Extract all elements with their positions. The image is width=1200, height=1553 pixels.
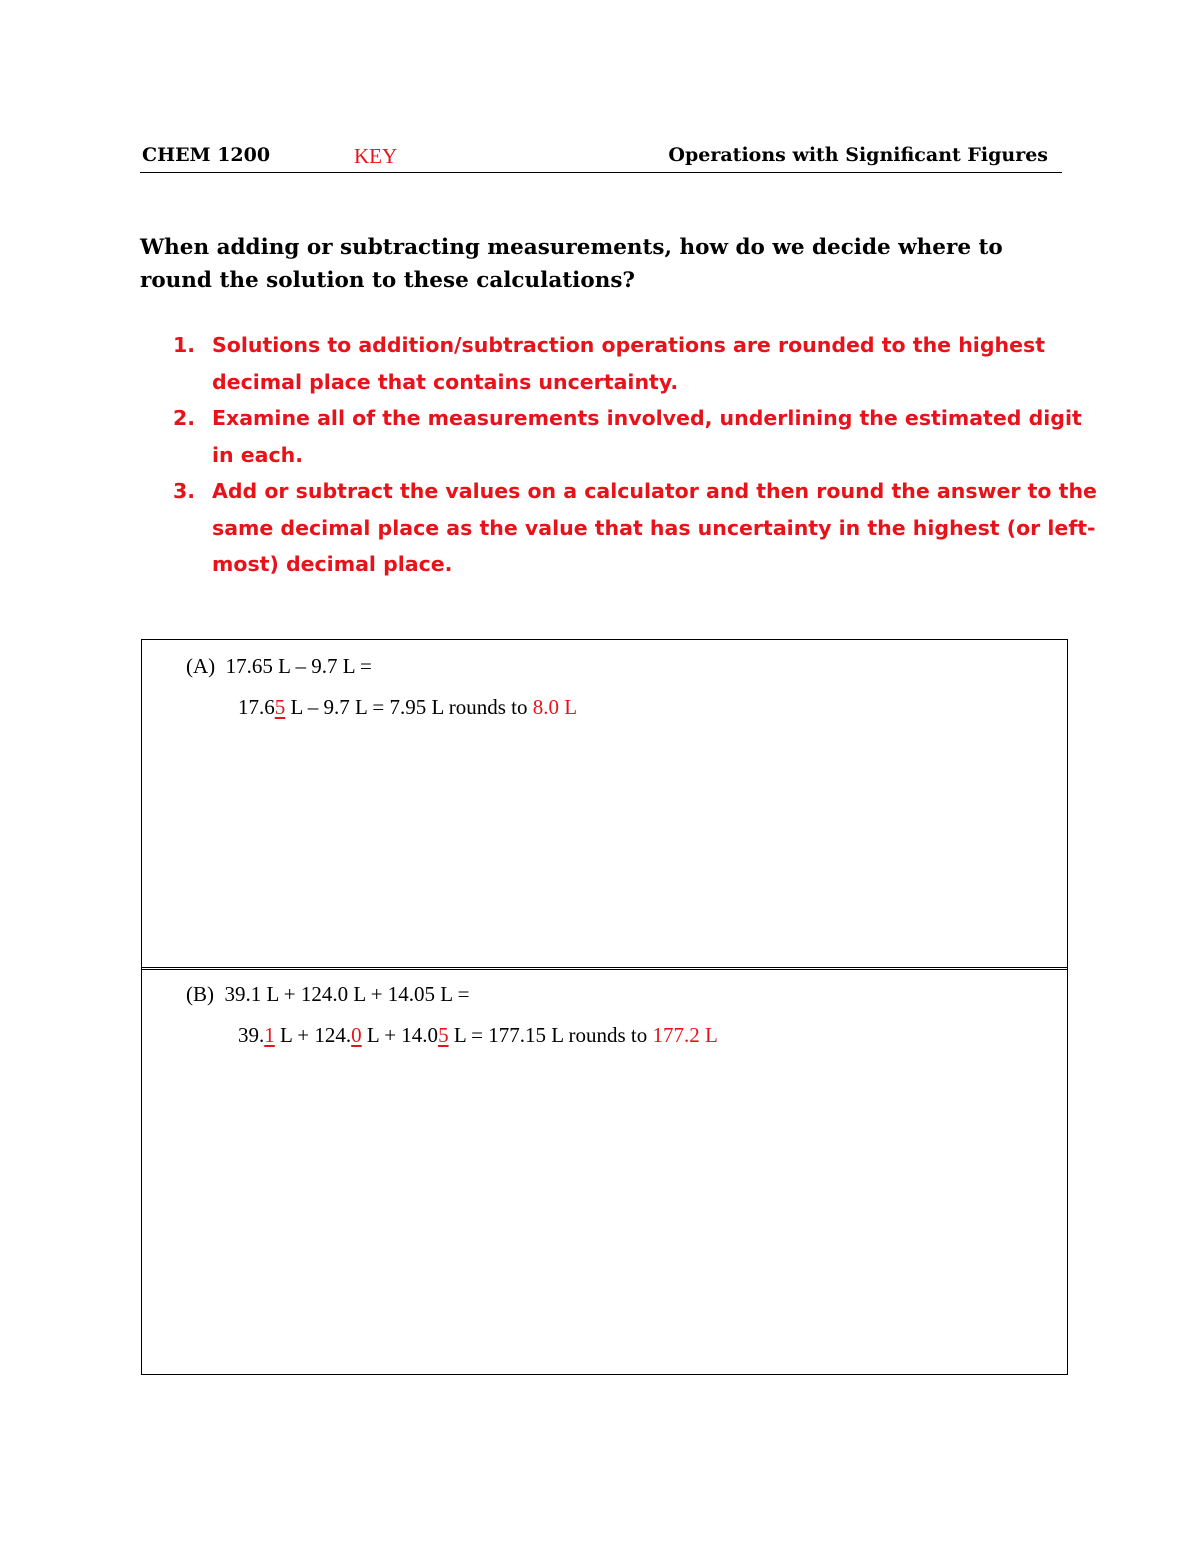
page-header xyxy=(140,142,1062,173)
step-item xyxy=(173,327,1103,400)
problem-b-expression: 39.1 L + 124.0 L + 14.05 L = xyxy=(224,982,470,1006)
steps-list xyxy=(173,327,1103,583)
estimated-digit: 0 xyxy=(351,1023,362,1047)
solution-text: L – 9.7 L = 7.95 L rounds to xyxy=(285,695,533,719)
problem-a-statement xyxy=(186,654,372,679)
step-text: Examine all of the measurements involved, underlining the estimated digit in each. xyxy=(212,406,1082,467)
step-number: 1. xyxy=(173,333,196,357)
problem-a-answer: 8.0 L xyxy=(532,695,578,719)
step-text: Solutions to addition/subtraction operations are rounded to the highest decimal place that contains uncertainty. xyxy=(212,333,1045,394)
problem-b-solution xyxy=(238,1023,718,1048)
solution-text: 39. xyxy=(238,1023,265,1047)
step-item xyxy=(173,473,1103,583)
problem-a-expression: 17.65 L – 9.7 L = xyxy=(225,654,372,678)
step-text: Add or subtract the values on a calculator and then round the answer to the same decimal place as the value that has uncertainty in the highest (or left-most) decimal place. xyxy=(212,479,1097,576)
solution-text: L = 177.15 L rounds to xyxy=(448,1023,653,1047)
step-number: 3. xyxy=(173,479,196,503)
problem-b-label: (B) xyxy=(186,982,214,1006)
problem-a-solution xyxy=(238,695,577,720)
worksheet-title: Operations with Significant Figures xyxy=(668,144,1048,166)
solution-text: 17.6 xyxy=(238,695,275,719)
problem-b-box xyxy=(141,967,1068,1375)
estimated-digit: 5 xyxy=(274,695,286,719)
problem-a-box xyxy=(141,639,1068,970)
problem-a-label: (A) xyxy=(186,654,216,678)
problem-b-answer: 177.2 L xyxy=(652,1023,718,1047)
solution-text: L + 124. xyxy=(274,1023,352,1047)
step-number: 2. xyxy=(173,406,196,430)
solution-text: L + 14.0 xyxy=(361,1023,439,1047)
estimated-digit: 5 xyxy=(438,1023,449,1047)
key-label: KEY xyxy=(354,144,398,168)
step-item xyxy=(173,400,1103,473)
course-code: CHEM 1200 xyxy=(142,144,271,166)
problem-b-statement xyxy=(186,982,469,1007)
question-heading: When adding or subtracting measurements, how do we decide where to round the solution to these calculations? xyxy=(140,235,1003,293)
estimated-digit: 1 xyxy=(264,1023,275,1047)
